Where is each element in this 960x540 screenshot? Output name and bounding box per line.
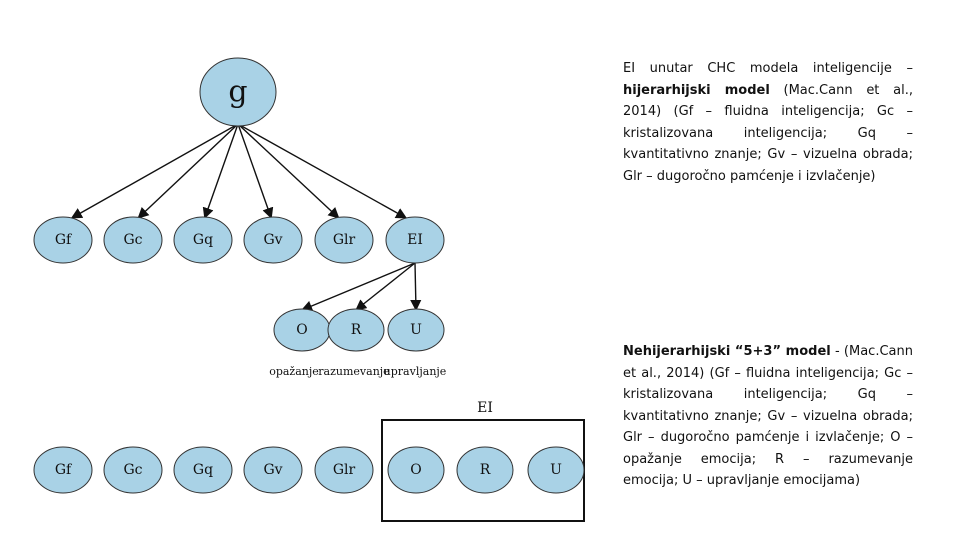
- edge-g-to-gv: [238, 124, 271, 218]
- nonhier-gq-label: Gq: [192, 462, 214, 478]
- hier-gc-label: Gc: [123, 232, 143, 248]
- caption-top-part2: (Mac.Cann et al., 2014) (Gf – fluidna inteligencija; Gc – kristalizovana inteligencija; Gq – kvantitativno znanje; Gv – vizuelna obrada; Glr – dugoročno pamćenje i izvlačenje): [623, 82, 913, 184]
- edge-ei-to-u: [415, 263, 416, 310]
- edge-ei-to-r: [356, 263, 415, 310]
- edge-g-to-gq: [205, 124, 238, 218]
- caption-bottom-part2: - (Mac.Cann et al., 2014) (Gf – fluidna inteligencija; Gc – kristalizovana inteligencija; Gq – kvantitativno znanje; Gv – vizuelna obrada; Glr – dugoročno pamćenje i izvlačenje; O – opažanje emocija; R – razumevanje emocija; U – upravljanje emocijama): [623, 344, 913, 488]
- caption-hierarchical-model: [623, 58, 913, 187]
- nonhier-ei-o-label: O: [410, 462, 422, 478]
- nonhier-ei-r-label: R: [479, 462, 491, 478]
- caption-bottom-bold: Nehijerarhijski “5+3” model: [623, 344, 831, 359]
- hier-ei-o-label: O: [296, 322, 308, 338]
- caption-top-bold: hijerarhijski model: [623, 82, 770, 98]
- ei-child-caption-razumevanje: razumevanje: [318, 365, 390, 378]
- edge-g-to-gf: [72, 124, 238, 218]
- nonhier-gv-label: Gv: [263, 462, 283, 478]
- hier-gf-label: Gf: [54, 232, 72, 248]
- nonhier-ei-u-label: U: [550, 462, 562, 478]
- ei-group-label: EI: [477, 400, 493, 416]
- edge-g-to-glr: [238, 124, 339, 218]
- hier-ei-label: EI: [407, 232, 423, 248]
- hier-gv-label: Gv: [263, 232, 283, 248]
- edge-g-to-ei: [238, 124, 406, 218]
- nonhier-glr-label: Glr: [332, 462, 356, 478]
- hier-glr-label: Glr: [332, 232, 356, 248]
- g-label: g: [228, 74, 248, 110]
- nonhier-gf-label: Gf: [54, 462, 72, 478]
- hier-ei-u-label: U: [410, 322, 422, 338]
- ei-child-caption-opa-anje: opažanje: [269, 365, 319, 378]
- ei-child-caption-upravljanje: upravljanje: [383, 365, 447, 378]
- edge-ei-to-o: [302, 263, 415, 310]
- hier-gq-label: Gq: [192, 232, 214, 248]
- edge-g-to-gc: [138, 124, 238, 218]
- hier-ei-r-label: R: [350, 322, 362, 338]
- caption-non-hierarchical-model: [623, 341, 913, 492]
- nonhier-gc-label: Gc: [123, 462, 143, 478]
- caption-top-part1: EI unutar CHC modela inteligencije –: [623, 61, 913, 76]
